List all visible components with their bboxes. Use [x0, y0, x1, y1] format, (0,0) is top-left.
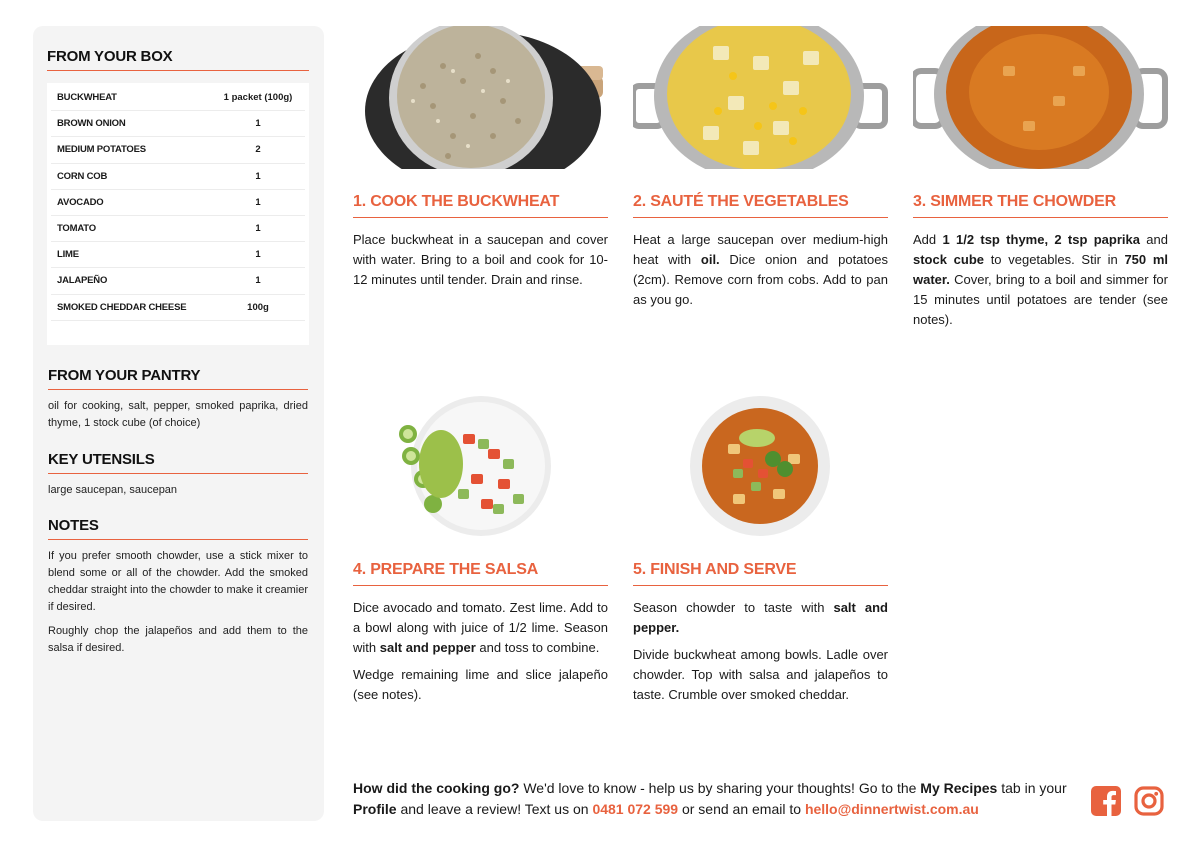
- step-5: [633, 394, 888, 705]
- key-utensils-section: [48, 451, 308, 499]
- step-2-text: [633, 230, 888, 310]
- ingredient-qty: 2: [255, 144, 261, 156]
- ingredient-qty: 100g: [247, 301, 269, 313]
- step-5-title: 5. FINISH AND SERVE: [633, 561, 888, 586]
- ingredient-qty: 1: [255, 118, 261, 130]
- ingredient-name: TOMATO: [57, 223, 96, 235]
- bold-run: 750 ml water.: [913, 252, 1168, 287]
- bold-run: salt and pepper: [379, 640, 476, 655]
- text-run: Heat a large saucepan over medium-high heat with: [633, 232, 888, 267]
- ingredient-row: [51, 268, 305, 294]
- email-link[interactable]: hello@dinnertwist.com.au: [804, 801, 979, 817]
- text-run: Season chowder to taste with: [633, 600, 834, 615]
- text-run: and leave a review! Text us on: [396, 801, 593, 817]
- step-4-title: 4. PREPARE THE SALSA: [353, 561, 608, 586]
- bold-run: salt and pepper.: [633, 600, 888, 635]
- bold-run: stock cube: [913, 252, 984, 267]
- salsa-photo: [353, 394, 608, 537]
- text-run: and: [1139, 232, 1168, 247]
- vegetables-photo: [633, 26, 888, 169]
- ingredient-name: JALAPEÑO: [57, 275, 108, 287]
- step-3-text: [913, 230, 1168, 330]
- notes-title: NOTES: [48, 517, 308, 540]
- ingredient-row: [51, 85, 305, 111]
- from-your-pantry-section: [48, 367, 308, 432]
- text-run: Add: [913, 232, 943, 247]
- ingredient-qty: 1 packet (100g): [223, 92, 293, 104]
- profile-label: Profile: [353, 801, 397, 817]
- text-run: We'd love to know - help us by sharing your thoughts! Go to the: [519, 780, 921, 796]
- feedback-footer: [353, 778, 1073, 820]
- step-4-paragraph: [353, 598, 608, 658]
- ingredients-table: [47, 83, 309, 345]
- notes-paragraph: Roughly chop the jalapeños and add them to the salsa if desired.: [48, 625, 308, 654]
- text-run: tab in your: [997, 780, 1067, 796]
- step-3: [913, 26, 1168, 330]
- ingredient-name: BUCKWHEAT: [57, 92, 117, 104]
- notes-paragraph: If you prefer smooth chowder, use a stick mixer to blend some or all of the chowder. Add the smoked cheddar straight into the chowder to make it creamier if desired.: [48, 550, 308, 613]
- ingredient-name: MEDIUM POTATOES: [57, 144, 146, 156]
- facebook-icon[interactable]: [1090, 785, 1122, 822]
- text-run: and toss to combine.: [475, 640, 600, 655]
- step-1-text: [353, 230, 608, 290]
- ingredient-row: [51, 190, 305, 216]
- step-5-text: [633, 598, 888, 705]
- step-5-paragraph: Divide buckwheat among bowls. Ladle over chowder. Top with salsa and jalapeños to taste. Crumble over smoked cheddar.: [633, 647, 888, 702]
- step-2-paragraph: [633, 230, 888, 310]
- feedback-question: How did the cooking go?: [353, 780, 520, 796]
- ingredient-row: [51, 111, 305, 137]
- ingredient-row: [51, 137, 305, 163]
- ingredient-qty: 1: [255, 275, 261, 287]
- ingredient-qty: 1: [255, 223, 261, 235]
- ingredient-name: LIME: [57, 249, 79, 261]
- bold-run: 1 1/2 tsp thyme, 2 tsp paprika: [942, 232, 1140, 247]
- step-3-paragraph: [913, 230, 1168, 330]
- ingredient-row: [51, 216, 305, 242]
- text-run: Dice onion and potatoes (2cm). Remove corn from cobs. Add to pan as you go.: [633, 252, 888, 307]
- instagram-icon[interactable]: [1133, 785, 1165, 822]
- step-1-paragraph: Place buckwheat in a saucepan and cover with water. Bring to a boil and cook for 10-12 minutes until tender. Drain and rinse.: [353, 232, 608, 287]
- bold-run: oil.: [700, 252, 720, 267]
- step-2: [633, 26, 888, 310]
- ingredient-qty: 1: [255, 249, 261, 261]
- ingredient-name: AVOCADO: [57, 196, 104, 208]
- step-4-text: [353, 598, 608, 705]
- ingredient-qty: 1: [255, 196, 261, 208]
- phone-link[interactable]: 0481 072 599: [592, 801, 679, 817]
- buckwheat-photo: [353, 26, 608, 169]
- chowder-photo: [913, 26, 1168, 169]
- utensils-text: large saucepan, saucepan: [48, 484, 178, 496]
- serve-photo: [633, 394, 888, 537]
- text-run: Dice avocado and tomato. Zest lime. Add to a bowl along with juice of 1/2 lime. Season with: [353, 600, 608, 655]
- ingredient-name: SMOKED CHEDDAR CHEESE: [57, 301, 187, 313]
- ingredient-name: CORN COB: [57, 170, 108, 182]
- my-recipes-label: My Recipes: [920, 780, 998, 796]
- ingredient-qty: 1: [255, 170, 261, 182]
- step-3-title: 3. SIMMER THE CHOWDER: [913, 193, 1168, 218]
- from-your-box-section: [47, 48, 309, 345]
- ingredients-sidebar: [33, 26, 324, 821]
- text-run: or send an email to: [678, 801, 805, 817]
- step-4-paragraph: Wedge remaining lime and slice jalapeño (see notes).: [353, 667, 608, 702]
- text-run: to vegetables. Stir in: [984, 252, 1125, 267]
- pantry-text: oil for cooking, salt, pepper, smoked paprika, dried thyme, 1 stock cube (of choice): [48, 400, 308, 429]
- from-your-pantry-title: FROM YOUR PANTRY: [48, 367, 308, 390]
- step-5-paragraph: [633, 598, 888, 638]
- step-1-title: 1. COOK THE BUCKWHEAT: [353, 193, 608, 218]
- from-your-box-title: FROM YOUR BOX: [47, 48, 309, 71]
- ingredient-row: [51, 164, 305, 190]
- ingredient-row: [51, 242, 305, 268]
- step-4: [353, 394, 608, 705]
- ingredient-row: [51, 295, 305, 321]
- step-2-title: 2. SAUTÉ THE VEGETABLES: [633, 193, 888, 218]
- key-utensils-title: KEY UTENSILS: [48, 451, 308, 474]
- ingredient-name: BROWN ONION: [57, 118, 126, 130]
- text-run: Cover, bring to a boil and simmer for 15 minutes until potatoes are tender (see notes).: [913, 272, 1168, 327]
- step-1: [353, 26, 608, 290]
- notes-section: [48, 517, 308, 657]
